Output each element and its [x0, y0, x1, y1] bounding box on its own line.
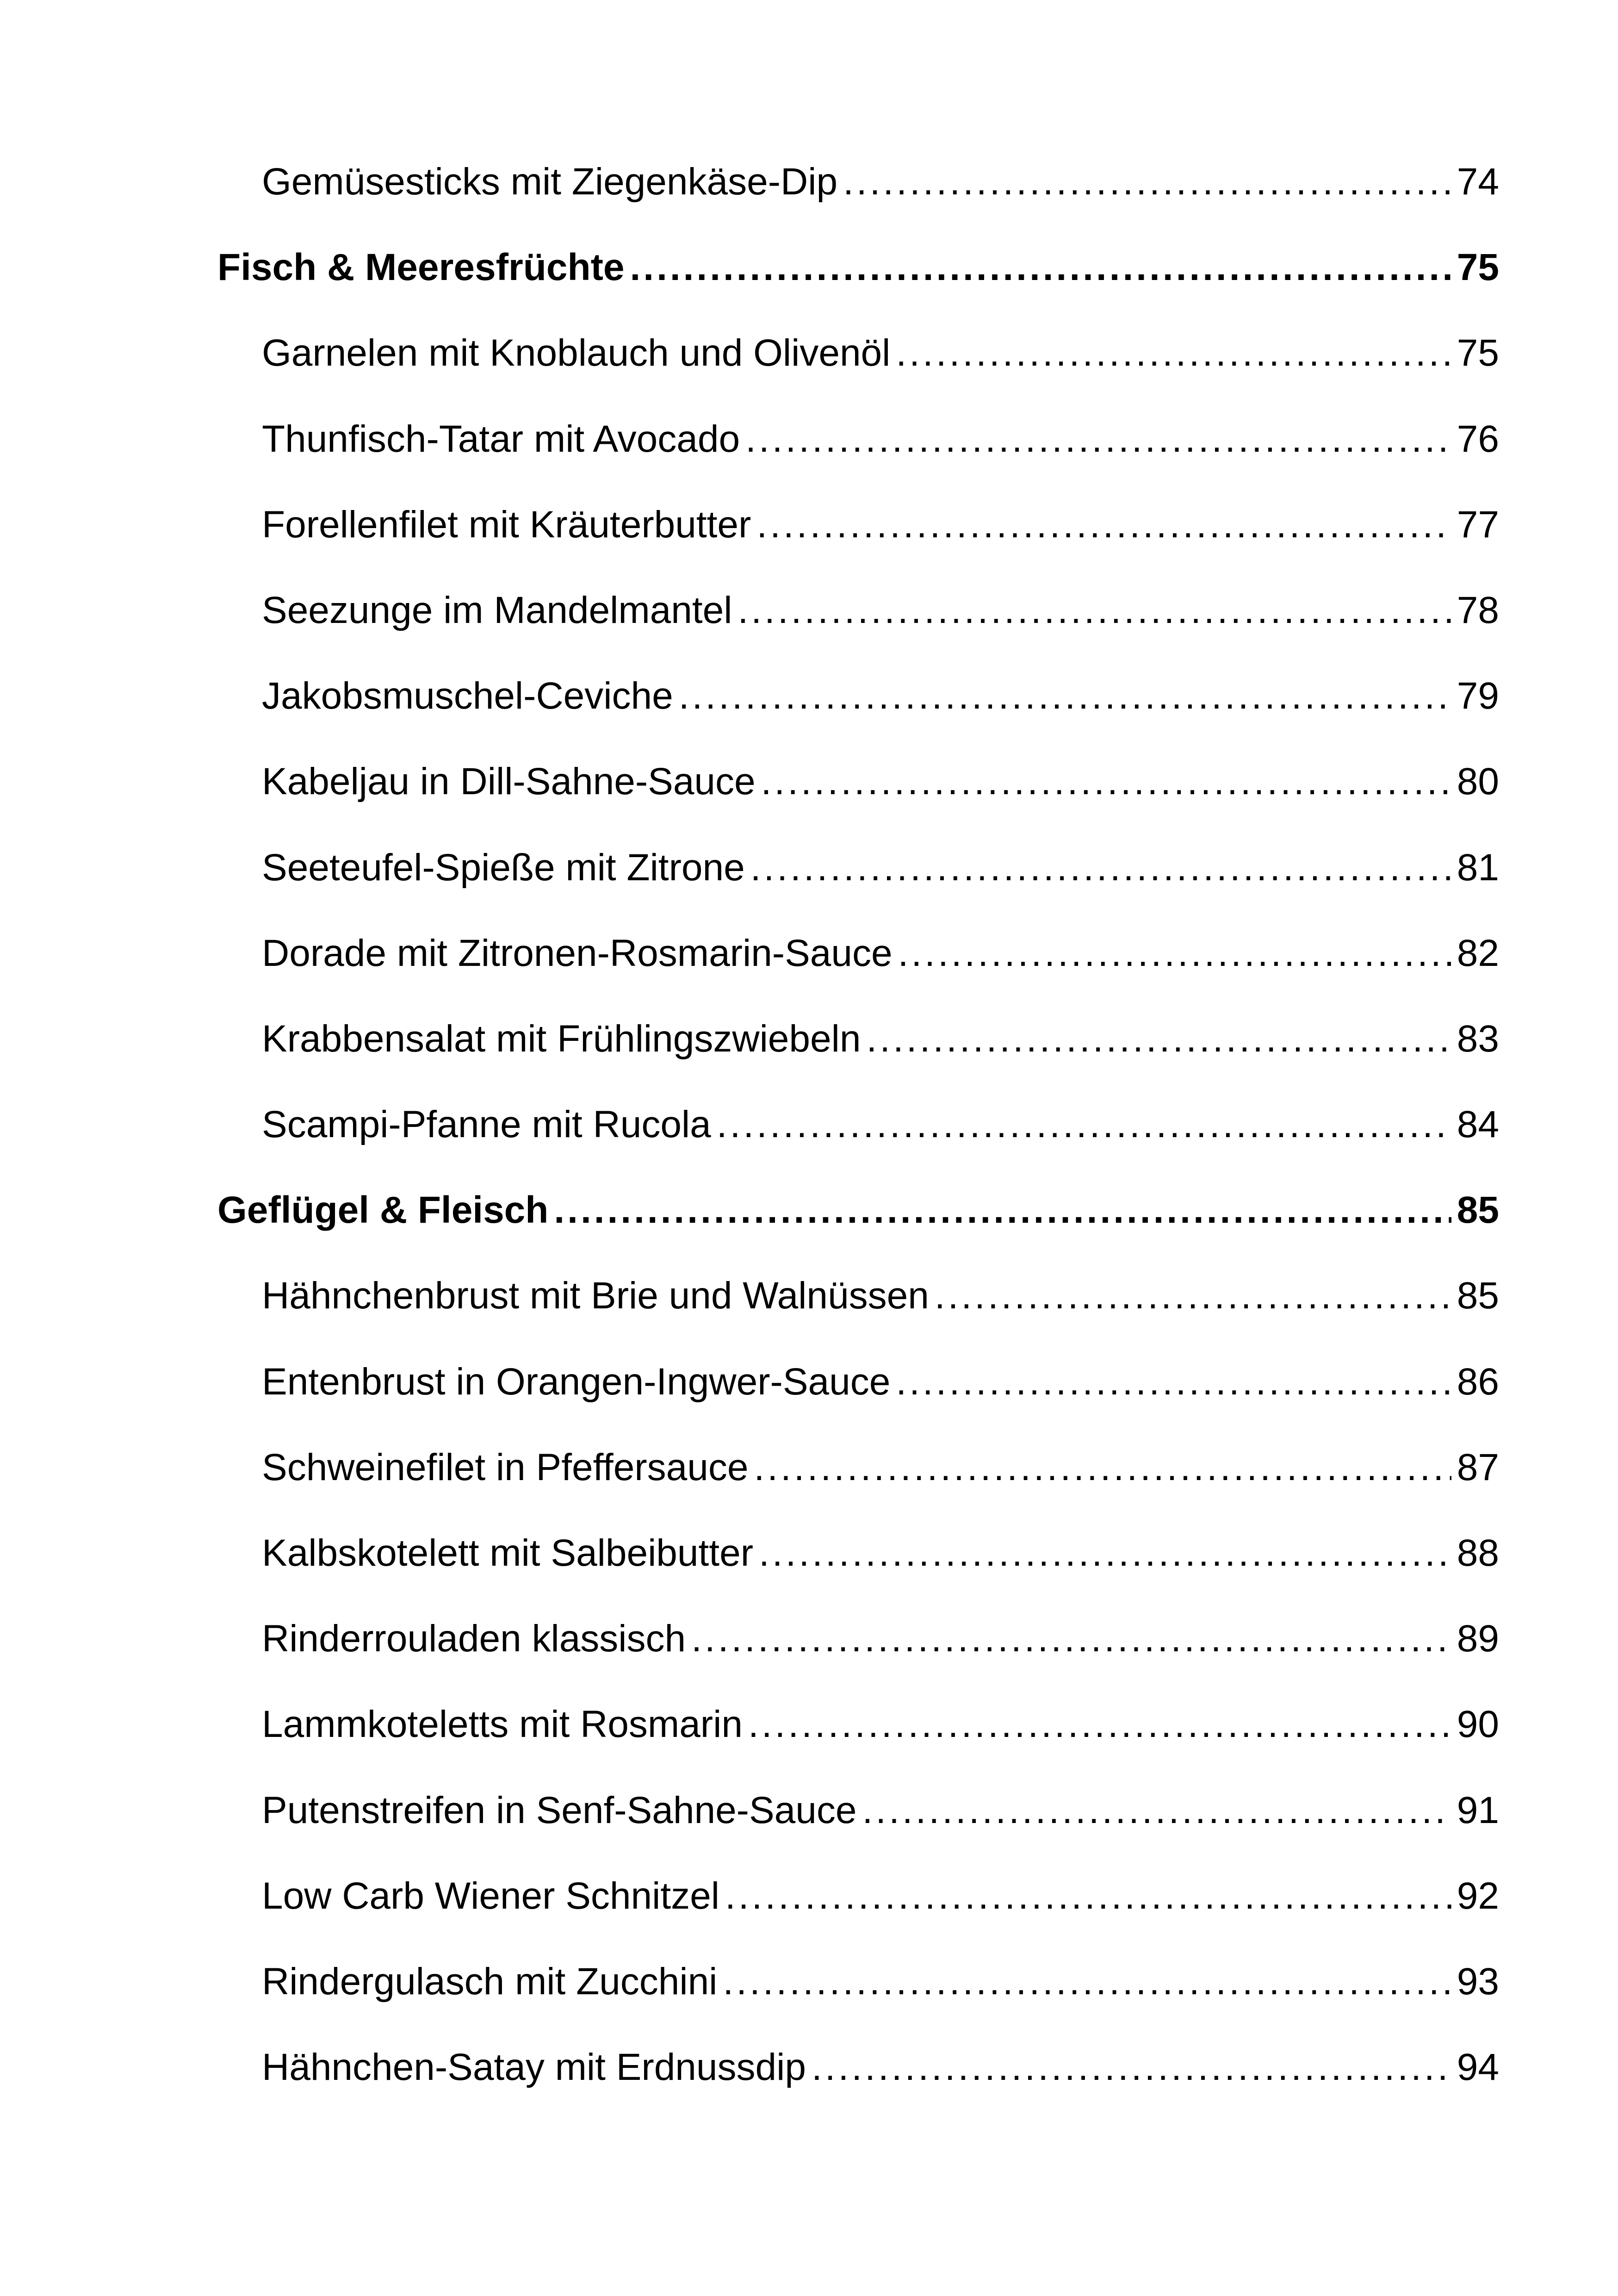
toc-entry[interactable] [217, 503, 1499, 591]
toc-entry-title: Seeteufel-Spieße mit Zitrone [262, 846, 745, 889]
dot-leader [691, 1620, 1451, 1658]
toc-entry[interactable] [217, 934, 1499, 1020]
toc-entry[interactable] [217, 677, 1499, 763]
toc-entry-page: 82 [1457, 932, 1499, 974]
dot-leader [630, 249, 1451, 286]
dot-leader [812, 2048, 1451, 2086]
toc-entry-page: 94 [1457, 2046, 1499, 2089]
toc-section-heading[interactable] [217, 246, 1499, 334]
toc-entry-title: Kalbskotelett mit Salbeibutter [262, 1532, 753, 1574]
dot-leader [717, 1106, 1451, 1144]
dot-leader [898, 934, 1451, 972]
toc-entry-page: 86 [1457, 1360, 1499, 1403]
dot-leader [866, 1020, 1451, 1058]
toc-entry-page: 76 [1457, 417, 1499, 460]
toc-entry-page: 89 [1457, 1618, 1499, 1660]
toc-entry[interactable] [217, 1874, 1499, 1963]
toc-section-title: Geflügel & Fleisch [217, 1189, 549, 1232]
dot-leader [759, 1534, 1451, 1572]
toc-entry-title: Rindergulasch mit Zucchini [262, 1960, 718, 2003]
toc-entry-title: Hähnchen-Satay mit Erdnussdip [262, 2046, 806, 2089]
toc-entry-title: Schweinefilet in Pfeffersauce [262, 1446, 749, 1488]
toc-entry[interactable] [217, 760, 1499, 848]
toc-entry[interactable] [217, 1360, 1499, 1449]
toc-entry[interactable] [217, 846, 1499, 934]
toc-entry-title: Entenbrust in Orangen-Ingwer-Sauce [262, 1360, 891, 1403]
toc-entry[interactable] [217, 1277, 1499, 1363]
toc-entry-title: Krabbensalat mit Frühlingszwiebeln [262, 1017, 861, 1060]
toc-entry[interactable] [217, 1789, 1499, 1877]
toc-entry[interactable] [217, 1960, 1499, 2048]
table-of-contents [217, 163, 1499, 2134]
toc-entry-title: Jakobsmuschel-Ceviche [262, 675, 673, 717]
dot-leader [896, 334, 1451, 372]
toc-entry-page: 80 [1457, 760, 1499, 803]
toc-entry-page: 77 [1457, 503, 1499, 546]
dot-leader [554, 1191, 1451, 1229]
toc-entry-title: Rinderrouladen klassisch [262, 1618, 686, 1660]
toc-entry-page: 84 [1457, 1103, 1499, 1146]
toc-entry-title: Kabeljau in Dill-Sahne-Sauce [262, 760, 756, 803]
toc-entry-title: Gemüsesticks mit Ziegenkäse-Dip [262, 161, 838, 203]
toc-entry[interactable] [217, 1017, 1499, 1106]
toc-entry-page: 93 [1457, 1960, 1499, 2003]
toc-entry-title: Low Carb Wiener Schnitzel [262, 1874, 719, 1917]
toc-entry-page: 83 [1457, 1017, 1499, 1060]
toc-section-heading[interactable] [217, 1191, 1499, 1277]
toc-entry-title: Thunfisch-Tatar mit Avocado [262, 417, 740, 460]
dot-leader [754, 1449, 1451, 1487]
dot-leader [935, 1277, 1451, 1315]
dot-leader [843, 163, 1451, 201]
toc-entry-page: 90 [1457, 1703, 1499, 1746]
dot-leader [725, 1877, 1451, 1915]
toc-entry[interactable] [217, 1620, 1499, 1705]
dot-leader [761, 763, 1451, 801]
dot-leader [723, 1963, 1451, 2001]
toc-entry[interactable] [217, 1446, 1499, 1534]
toc-entry-title: Dorade mit Zitronen-Rosmarin-Sauce [262, 932, 893, 974]
toc-section-page: 85 [1457, 1189, 1499, 1232]
toc-entry[interactable] [217, 1103, 1499, 1191]
toc-entry[interactable] [217, 417, 1499, 506]
toc-entry-title: Putenstreifen in Senf-Sahne-Sauce [262, 1789, 857, 1831]
dot-leader [748, 1705, 1451, 1743]
toc-entry-page: 79 [1457, 675, 1499, 717]
toc-entry-page: 81 [1457, 846, 1499, 889]
toc-entry-page: 74 [1457, 161, 1499, 203]
toc-section-page: 75 [1457, 246, 1499, 289]
toc-entry-title: Forellenfilet mit Kräuterbutter [262, 503, 751, 546]
toc-entry[interactable] [217, 334, 1499, 420]
toc-entry-title: Scampi-Pfanne mit Rucola [262, 1103, 711, 1146]
toc-entry[interactable] [217, 591, 1499, 677]
toc-entry-title: Seezunge im Mandelmantel [262, 589, 732, 631]
toc-entry-title: Hähnchenbrust mit Brie und Walnüssen [262, 1275, 929, 1317]
toc-entry[interactable] [217, 1534, 1499, 1620]
toc-entry-page: 75 [1457, 332, 1499, 374]
toc-entry-page: 78 [1457, 589, 1499, 631]
dot-leader [896, 1363, 1451, 1401]
toc-entry-title: Lammkoteletts mit Rosmarin [262, 1703, 743, 1746]
toc-entry[interactable] [217, 163, 1499, 249]
toc-entry-page: 88 [1457, 1532, 1499, 1574]
dot-leader [738, 591, 1451, 629]
dot-leader [745, 420, 1451, 458]
toc-entry-page: 92 [1457, 1874, 1499, 1917]
toc-entry-page: 87 [1457, 1446, 1499, 1488]
toc-entry-title: Garnelen mit Knoblauch und Olivenöl [262, 332, 891, 374]
dot-leader [862, 1792, 1451, 1829]
toc-entry[interactable] [217, 2048, 1499, 2134]
toc-entry-page: 85 [1457, 1275, 1499, 1317]
toc-entry[interactable] [217, 1705, 1499, 1791]
dot-leader [679, 677, 1451, 715]
dot-leader [756, 506, 1451, 544]
toc-entry-page: 91 [1457, 1789, 1499, 1831]
dot-leader [750, 849, 1451, 887]
toc-section-title: Fisch & Meeresfrüchte [217, 246, 625, 289]
